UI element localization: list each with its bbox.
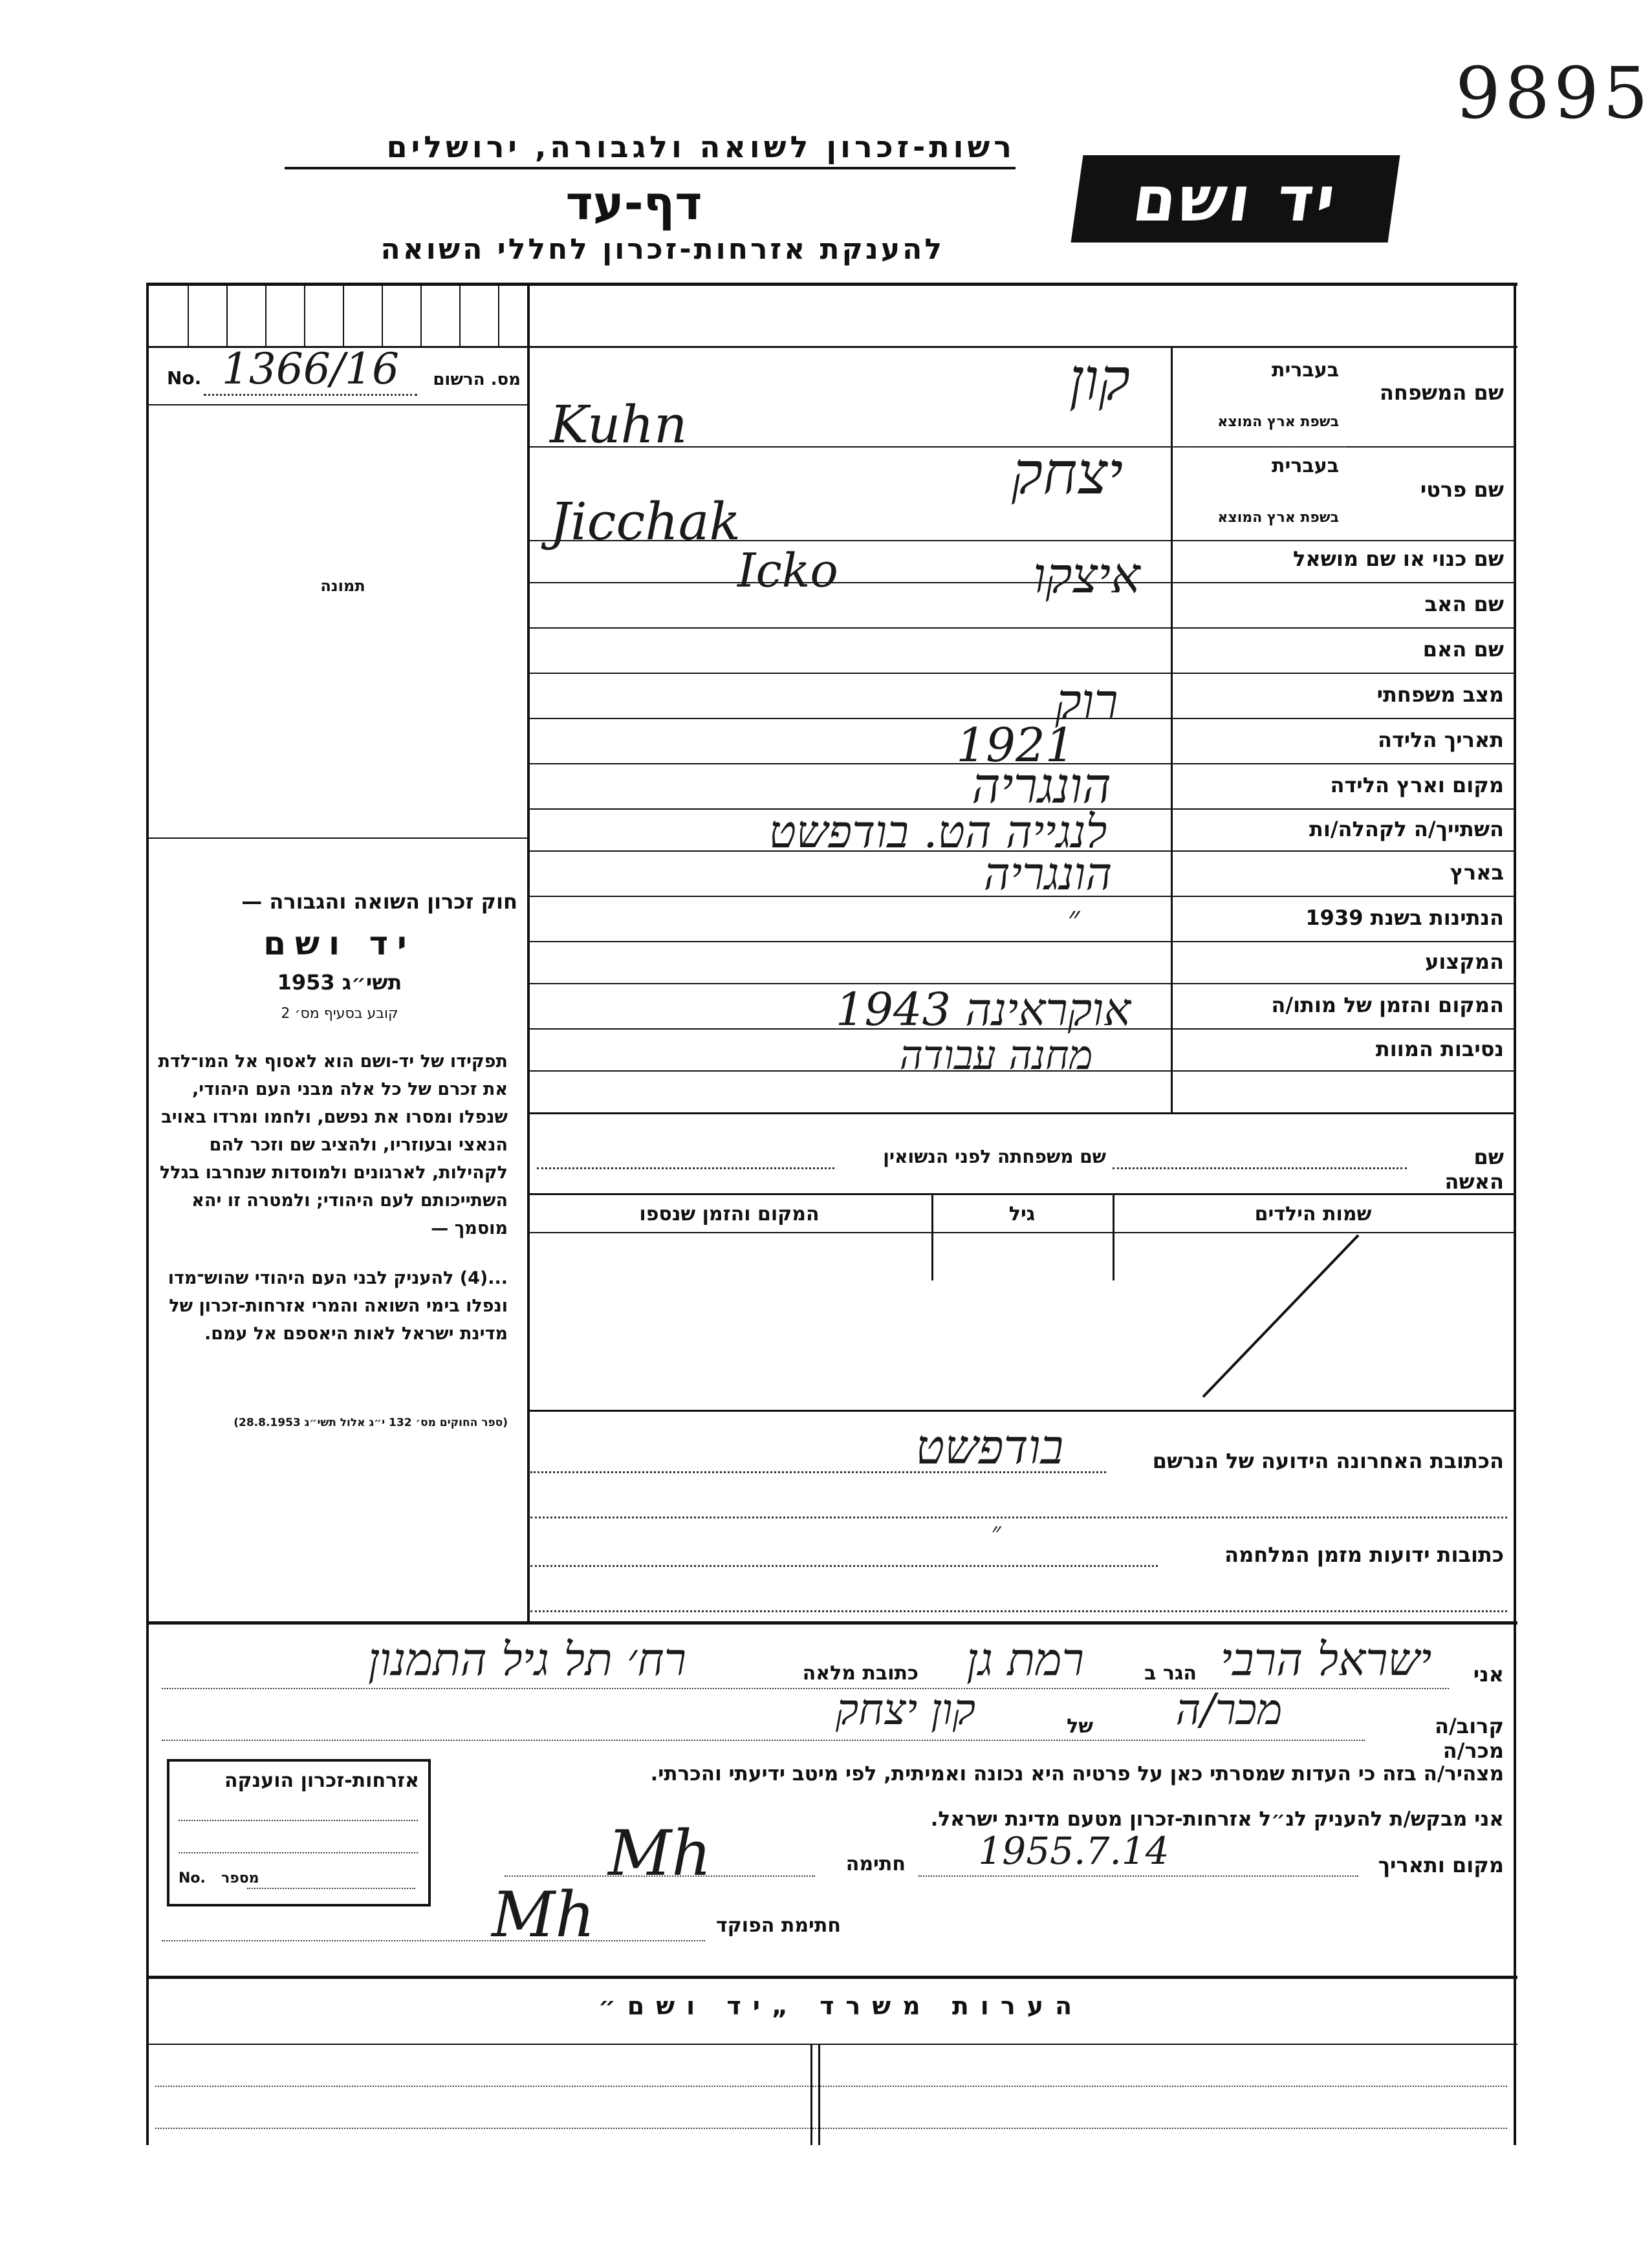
birth-place-value[interactable]: הונגריה [972, 757, 1111, 814]
law-name: יד ושם [263, 925, 416, 962]
officer-signature[interactable]: Mh [491, 1879, 596, 1951]
community-value[interactable]: לנגייה הט. בודפשט [768, 805, 1107, 858]
last-address-value[interactable]: בודפשט [915, 1420, 1064, 1475]
relation-of-label: של [1067, 1715, 1093, 1738]
declarant-i-label: אני [1473, 1662, 1504, 1687]
death-cause-label: נסיבות המוות [1375, 1037, 1504, 1061]
birth-date-label: תאריך הלידה [1377, 728, 1504, 752]
family-name-origin-value[interactable]: Kuhn [550, 394, 688, 455]
relation-label: קרוב/ה מכר/ה [1435, 1714, 1504, 1763]
mother-label: שם האם [1422, 637, 1504, 662]
first-name-origin-value[interactable]: Jicchak [550, 491, 741, 552]
citizenship-1939-label: הנתינות בשנת 1939 [1305, 905, 1504, 930]
declarant-resides-value[interactable]: רמת גן [966, 1633, 1084, 1686]
law-citation: (ספר החוקים מס׳ 132 י״ג אלול תשי״ג 28.8.1953) [234, 1416, 508, 1429]
registration-no-label: No. [167, 367, 202, 389]
authority-heading: רשות-זכרון לשואה ולגבורה, ירושלים [285, 129, 1016, 169]
law-title: חוק זכרון השואה והגבורה — [241, 889, 517, 914]
officer-signature-label: חתימת הפוקד [716, 1914, 841, 1937]
page-subtitle: להענקת אזרחות-זכרון לחללי השואה [380, 233, 944, 266]
country-value[interactable]: הונגריה [983, 847, 1113, 900]
community-label: השתייך/ה לקהלה/ות [1309, 817, 1504, 841]
death-place-value[interactable]: אוקראינה 1943 [835, 983, 1131, 1036]
first-name-label: שם פרטי [1420, 477, 1504, 502]
first-name-hebrew-label: בעברית [1272, 455, 1339, 477]
death-place-label: המקום והזמן של מותו/ה [1271, 993, 1504, 1017]
place-date-label: מקום ותאריך [1378, 1853, 1504, 1877]
relation-of-value[interactable]: קון יצחק [835, 1685, 976, 1734]
family-name-label: שם המשפחה [1379, 380, 1504, 405]
registration-label: מס. הרשום [433, 370, 521, 389]
family-name-origin-label: בשפת ארץ המוצא [1217, 414, 1339, 430]
citizenship-1939-value[interactable]: ״ [1067, 899, 1080, 936]
first-name-origin-label: בשפת ארץ המוצא [1217, 510, 1339, 526]
photo-label: תמונה [320, 577, 365, 595]
birth-place-label: מקום וארץ הלידה [1330, 773, 1504, 797]
law-paragraph-2: ...(4) להעניק לבני העם היהודי שהוש־מדו ונפלו בימי השואה והמרי אזרחות-זכרון של מדינת ישראל לאות היאספם אל עמם. [168, 1268, 508, 1344]
page-title: דף-עד [565, 176, 702, 230]
nickname-hebrew-value[interactable]: איצקו [1033, 546, 1140, 604]
citizenship-granted-no-label: No. [179, 1870, 206, 1886]
declaration-statement-2: אני מבקש/ת להעניק לנ״ל אזרחות-זכרון מטעם מדינת ישראל. [930, 1808, 1504, 1831]
profession-label: המקצוע [1425, 949, 1504, 974]
nickname-label: שם כנוי או שם מושאל [1292, 546, 1504, 571]
birth-date-value[interactable]: 1921 [956, 718, 1075, 772]
declaration-statement-1: מצהיר/ה בזה כי העדות שמסרתי כאן על פרטיה היא נכונה ואמיתית, לפי מיטב ידיעתי והכרתי. [650, 1762, 1504, 1786]
law-paragraph-1: תפקידו של יד-ושם הוא לאסוף אל המו־לדת את זכרם של כל אלה מבני העם היהודי, שנפלו ומסרו את נפשם, ולחמו ומרדו באויב הנאצי ובעוזריו, ולהציב שם וזכר להם לקהילות, לארגונים ולמוסדות שנחרבו בגלל השתייכותם לעם היהודי; ולמטרה זו יהא מוסמך — [158, 1052, 508, 1238]
maiden-name-label: שם משפחתה לפני הנשואין [883, 1146, 1106, 1167]
family-name-hebrew-label: בעברית [1272, 359, 1339, 382]
declarant-name-value[interactable]: ישראל הרבי [1220, 1633, 1432, 1686]
marital-status-value[interactable]: רוק [1055, 673, 1118, 730]
stamp-number: 9895 [1455, 52, 1652, 135]
signature-label: חתימה [845, 1853, 906, 1875]
family-name-hebrew-value[interactable]: קון [1069, 346, 1131, 414]
registration-number[interactable]: 1366/16 [204, 344, 417, 396]
citizenship-granted-number-label: מספר [221, 1870, 259, 1886]
children-age-header: גיל [1008, 1203, 1036, 1226]
declarant-signature[interactable]: Mh [607, 1817, 712, 1890]
wartime-address-value[interactable]: ״ [991, 1517, 1001, 1547]
wife-name-label: שם האשה [1444, 1145, 1504, 1194]
marital-status-label: מצב משפחתי [1376, 682, 1504, 707]
children-crossed-out-mark [1197, 1229, 1365, 1403]
declarant-address-label: כתובת מלאה [802, 1662, 918, 1685]
logo-text: יד ושם [1128, 162, 1343, 235]
yad-vashem-logo [1071, 155, 1400, 243]
death-cause-value[interactable]: מחנה עבודה [899, 1031, 1093, 1079]
first-name-hebrew-value[interactable]: יצחק [1011, 440, 1124, 508]
children-names-header: שמות הילדים [1254, 1203, 1372, 1226]
declarant-address-value[interactable]: רח׳ תל גיל התמנון [367, 1633, 687, 1686]
children-place-header: המקום והזמן שנספו [639, 1203, 820, 1226]
father-label: שם האב [1424, 592, 1504, 616]
declarant-resides-label: הגר ב [1144, 1662, 1197, 1685]
relation-value[interactable]: מכר/ה [1175, 1685, 1283, 1734]
nickname-origin-value[interactable]: Icko [737, 543, 838, 598]
wartime-address-label: כתובות ידועות מזמן המלחמה [1224, 1542, 1504, 1567]
law-year: תשי״ג 1953 [277, 970, 402, 995]
law-section: קובע בסעיף מס׳ 2 [281, 1006, 398, 1022]
country-label: בארץ [1450, 860, 1504, 885]
last-address-label: הכתובת האחרונה הידועה של הנרשם [1152, 1449, 1504, 1473]
office-notes-title: הערות משרד „יד ושם״ [598, 1992, 1084, 2020]
citizenship-granted-title: אזרחות-זכרון הוענקה [224, 1769, 419, 1792]
place-date-value[interactable]: 1955.7.14 [978, 1829, 1169, 1873]
